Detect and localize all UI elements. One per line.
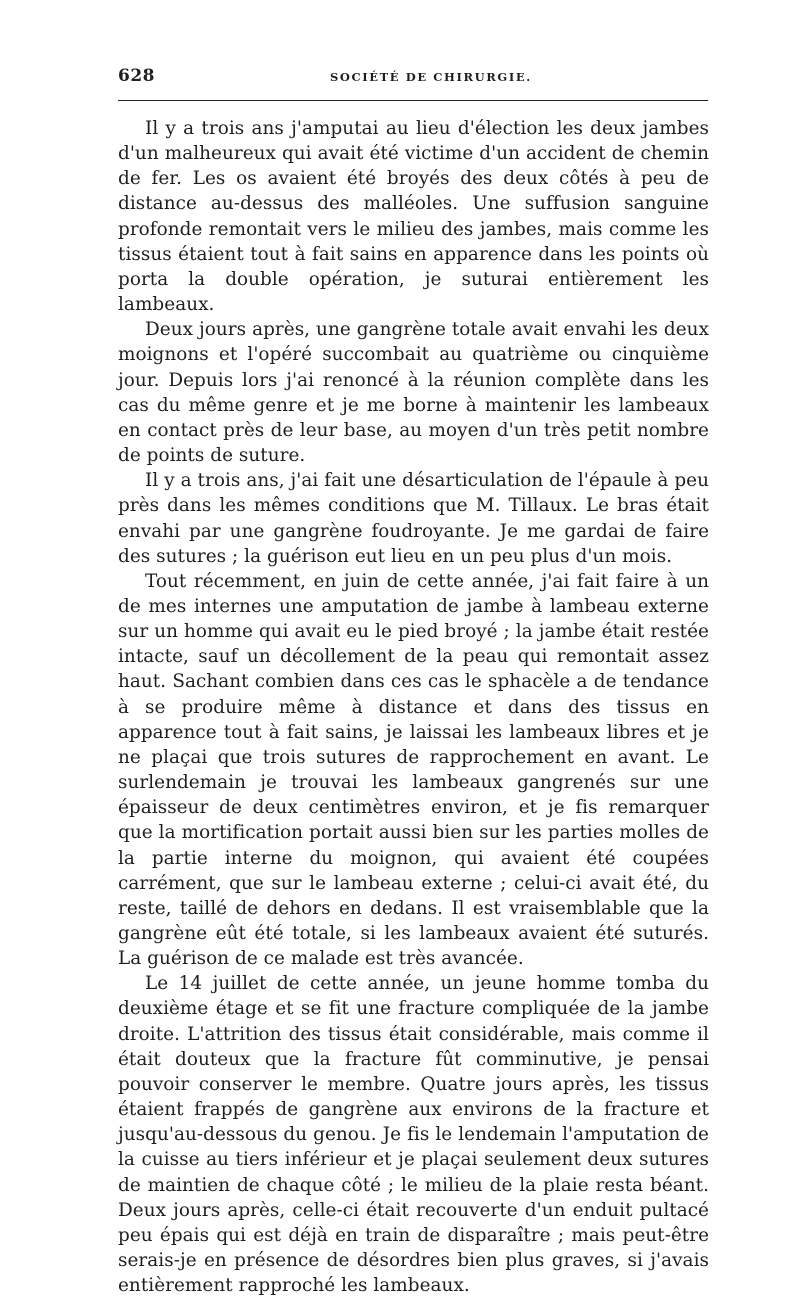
page-number: 628 xyxy=(118,66,155,86)
paragraph: Il y a trois ans j'amputai au lieu d'élection les deux jambes d'un malheureux qui avait été victime d'un accident de chemin de fer. Les os avaient été broyés des deux côtés à peu de distance au-dessus des malléoles. Une suffusion sanguine profonde remontait vers le milieu des jambes, mais comme les tissus étaient tout à fait sains en apparence dans les points où porta la double opération, je suturai entièrement les lambeaux. xyxy=(118,118,709,316)
paragraph: Il y a trois ans, j'ai fait une désarticulation de l'épaule à peu près dans les mêmes conditions que M. Tillaux. Le bras était envahi par une gangrène foudroyante. Je me gardai de faire des sutures ; la guérison eut lieu en un peu plus d'un mois. xyxy=(118,470,709,567)
running-head: SOCIÉTÉ DE CHIRURGIE. xyxy=(330,70,532,84)
paragraph: Tout récemment, en juin de cette année, j'ai fait faire à un de mes internes une amputation de jambe à lambeau externe sur un homme qui avait eu le pied broyé ; la jambe était restée intacte, sauf un décollement de la peau qui remontait assez haut. Sachant combien dans ces cas le sphacèle a de tendance à se produire même à distance et dans des tissus en apparence tout à fait sains, je laissai les lambeaux libres et je ne plaçai que trois sutures de rapprochement en avant. Le surlendemain je trouvai les lambeaux gangrenés sur une épaisseur de deux centimètres environ, et je fis remarquer que la mortification portait aussi bien sur les parties molles de la partie interne du moignon, qui avaient été coupées carrément, que sur le lambeau externe ; celui-ci avait été, du reste, taillé de dehors en dedans. Il est vraisemblable que la gangrène eût été totale, si les lambeaux avaient été suturés. La guérison de ce malade est très avancée. xyxy=(118,570,709,970)
page-header xyxy=(118,66,708,92)
paragraph: Deux jours après, une gangrène totale avait envahi les deux moignons et l'opéré succombait au quatrième ou cinquième jour. Depuis lors j'ai renoncé à la réunion complète dans les cas du même genre et je me borne à maintenir les lambeaux en contact près de leur base, au moyen d'un très petit nombre de points de suture. xyxy=(118,319,709,467)
header-rule xyxy=(118,100,708,101)
body-text xyxy=(118,116,709,1298)
paragraph: Le 14 juillet de cette année, un jeune homme tomba du deuxième étage et se fit une fracture compliquée de la jambe droite. L'attrition des tissus était considérable, mais comme il était douteux que la fracture fût comminutive, je pensai pouvoir conserver le membre. Quatre jours après, les tissus étaient frappés de gangrène aux environs de la fracture et jusqu'au-dessous du genou. Je fis le lendemain l'amputation de la cuisse au tiers inférieur et je plaçai seulement deux sutures de maintien de chaque côté ; le milieu de la plaie resta béant. Deux jours après, celle-ci était recouverte d'un enduit pultacé peu épais qui est déjà en train de disparaître ; mais peut-être serais-je en présence de désordres bien plus graves, si j'avais entièrement rapproché les lambeaux. xyxy=(118,973,709,1297)
